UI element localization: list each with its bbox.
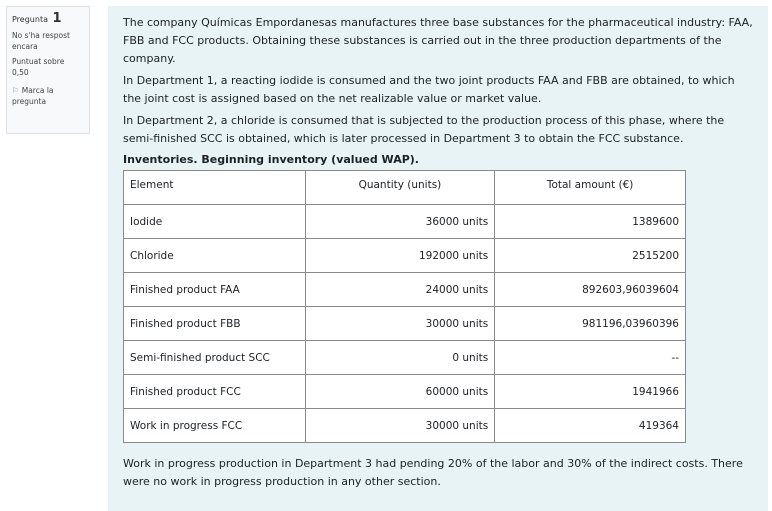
table-row	[124, 273, 686, 307]
cell-quantity: 0 units	[305, 341, 495, 375]
inventory-table-heading: Inventories. Beginning inventory (valued WAP).	[123, 153, 419, 166]
cell-quantity: 60000 units	[305, 375, 495, 409]
table-row	[124, 205, 686, 239]
cell-quantity: 24000 units	[305, 273, 495, 307]
cell-element: Chloride	[124, 239, 306, 273]
cell-amount: 981196,03960396	[495, 307, 686, 341]
header-quantity: Quantity (units)	[305, 171, 495, 205]
question-label: Pregunta	[12, 15, 48, 24]
question-info-panel	[6, 6, 90, 134]
cell-element: Finished product FBB	[124, 307, 306, 341]
inventory-table	[123, 170, 686, 443]
question-paragraph-3: In Department 2, a chloride is consumed that is subjected to the production process of this phase, where the semi-finished SCC is obtained, which is later processed in Department 3 to obtain the FCC substance.	[123, 114, 725, 145]
question-status: No s'ha respost encara	[12, 31, 70, 51]
table-header-row	[124, 171, 686, 205]
cell-quantity: 30000 units	[305, 409, 495, 443]
question-paragraph-1: The company Químicas Empordanesas manufactures three base substances for the pharmaceutical industry: FAA, FBB and FCC products. Obtaining these substances is carried out in the three production departments of the company.	[123, 16, 753, 65]
table-row	[124, 239, 686, 273]
table-row	[124, 375, 686, 409]
flag-icon[interactable]: ⚐	[12, 86, 19, 95]
cell-element: Finished product FCC	[124, 375, 306, 409]
cell-amount: 892603,96039604	[495, 273, 686, 307]
flag-question-link[interactable]	[12, 85, 84, 107]
cell-quantity: 30000 units	[305, 307, 495, 341]
table-row	[124, 341, 686, 375]
cell-amount: 419364	[495, 409, 686, 443]
cell-quantity: 192000 units	[305, 239, 495, 273]
table-row	[124, 409, 686, 443]
question-points-value: 0,50	[12, 68, 29, 77]
question-number-value: 1	[52, 11, 62, 26]
cell-amount: 1941966	[495, 375, 686, 409]
cell-element: Semi-finished product SCC	[124, 341, 306, 375]
question-content	[108, 6, 768, 511]
header-element: Element	[124, 171, 306, 205]
question-footer-text: Work in progress production in Department 3 had pending 20% of the labor and 30% of the indirect costs. There were no work in progress production in any other section.	[123, 457, 743, 488]
question-points-label: Puntuat sobre	[12, 57, 65, 66]
cell-amount: 2515200	[495, 239, 686, 273]
question-number	[12, 11, 84, 26]
cell-element: Finished product FAA	[124, 273, 306, 307]
cell-amount: 1389600	[495, 205, 686, 239]
cell-element: Iodide	[124, 205, 306, 239]
cell-element: Work in progress FCC	[124, 409, 306, 443]
table-row	[124, 307, 686, 341]
cell-quantity: 36000 units	[305, 205, 495, 239]
cell-amount: --	[495, 341, 686, 375]
header-total-amount: Total amount (€)	[495, 171, 686, 205]
question-paragraph-2: In Department 1, a reacting iodide is consumed and the two joint products FAA and FBB are obtained, to which the joint cost is assigned based on the net realizable value or market value.	[123, 74, 735, 105]
flag-question-label[interactable]: Marca la pregunta	[12, 86, 54, 106]
